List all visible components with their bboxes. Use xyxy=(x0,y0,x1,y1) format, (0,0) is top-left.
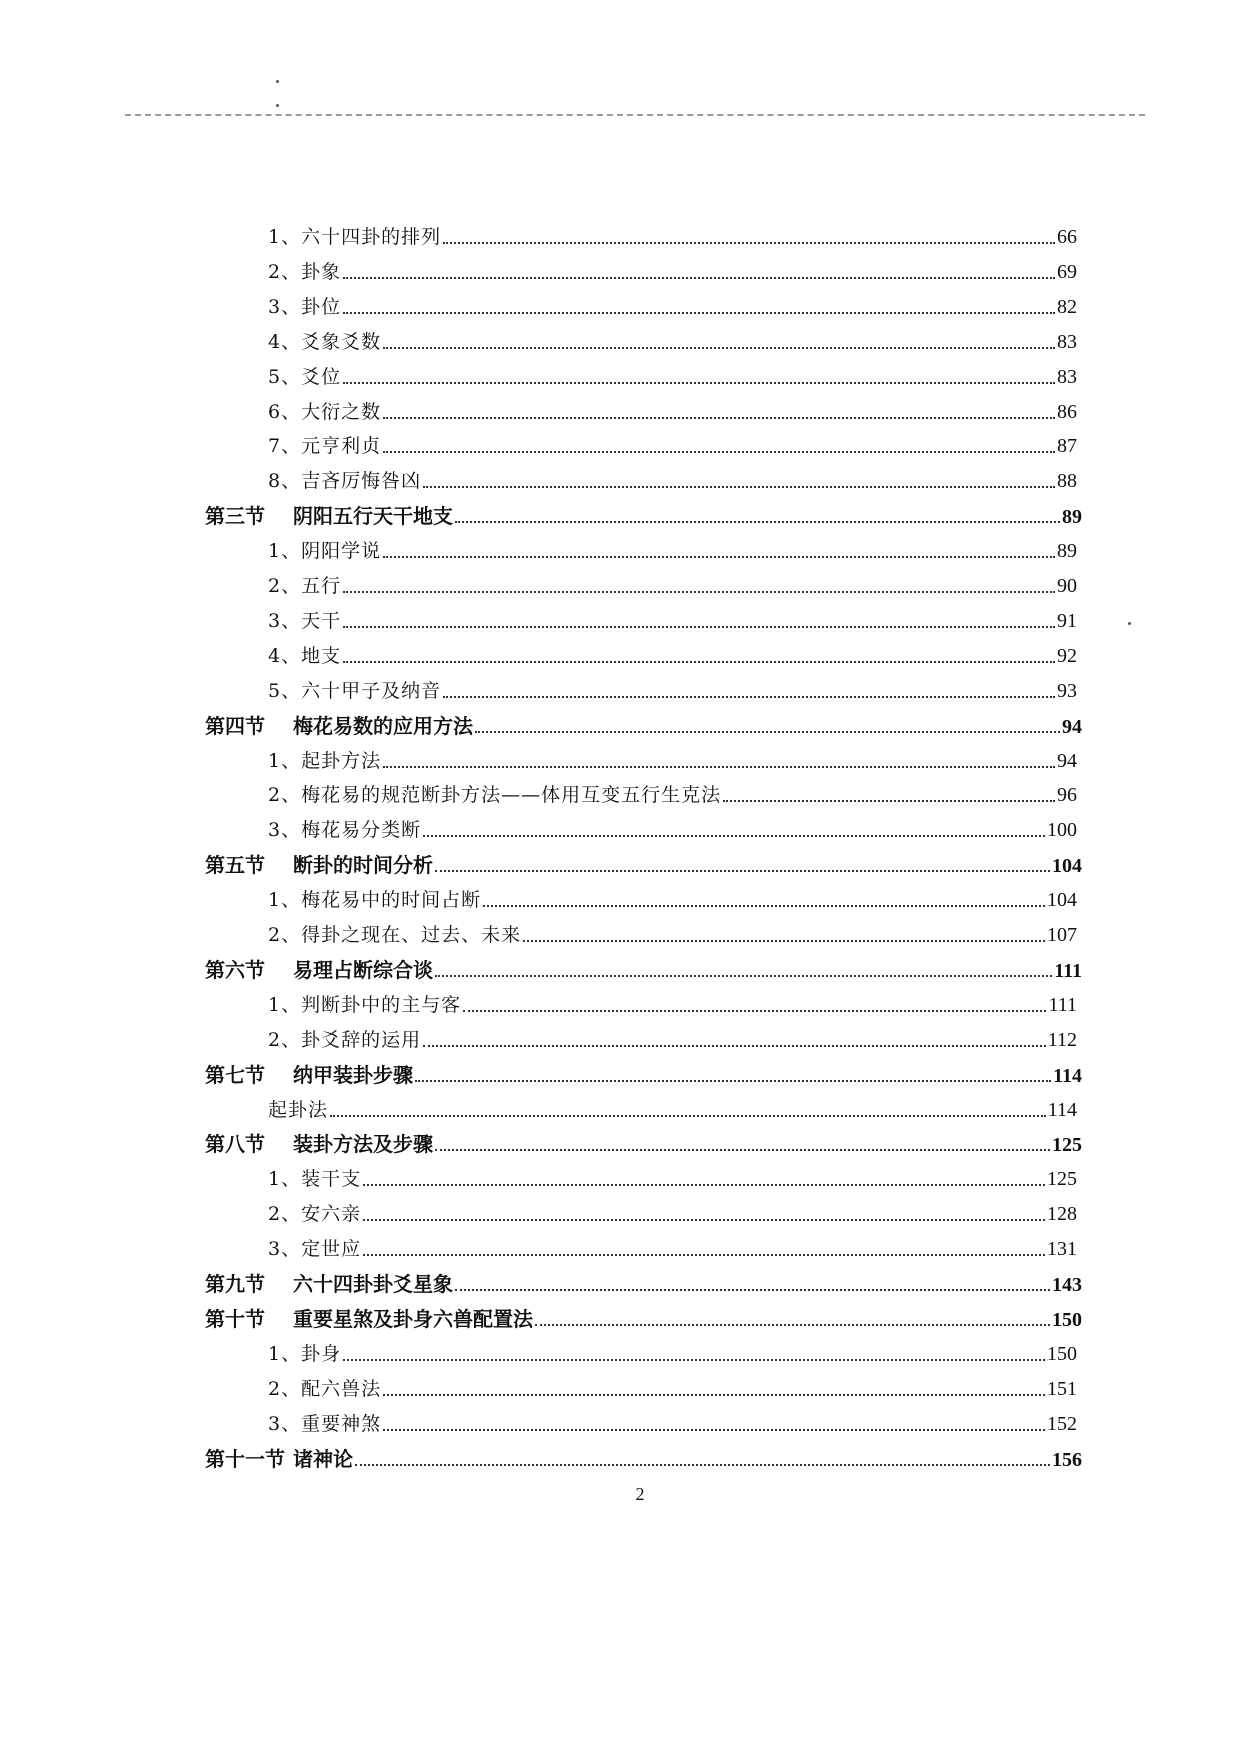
dot-leader xyxy=(383,417,1055,419)
item-label: 2、安六亲 xyxy=(268,1203,362,1226)
item-label: 2、五行 xyxy=(268,575,342,597)
dot-leader xyxy=(435,975,1052,977)
page-ref: 93 xyxy=(1057,679,1077,702)
page-ref: 107 xyxy=(1047,924,1077,946)
page-ref: 100 xyxy=(1047,819,1077,842)
section-number: 第四节 xyxy=(205,713,265,738)
dot-leader xyxy=(343,661,1055,663)
toc-item-row xyxy=(268,1407,1077,1441)
toc-item-row xyxy=(268,674,1077,708)
section-number: 第十节 xyxy=(205,1306,265,1331)
dot-leader xyxy=(455,521,1060,523)
page-ref: 66 xyxy=(1057,226,1077,248)
scan-speck xyxy=(276,80,279,83)
page-ref: 86 xyxy=(1057,400,1077,423)
toc-item-row xyxy=(268,918,1077,952)
item-label: 起卦法 xyxy=(268,1098,329,1121)
toc-item-row xyxy=(268,988,1077,1022)
dot-leader xyxy=(383,556,1055,558)
page-ref: 92 xyxy=(1057,644,1077,667)
item-label: 6、大衍之数 xyxy=(268,400,382,423)
page-ref: 88 xyxy=(1057,470,1077,493)
dot-leader xyxy=(523,940,1045,942)
page-ref: 90 xyxy=(1057,575,1077,597)
item-label: 2、卦象 xyxy=(268,260,342,283)
dot-leader xyxy=(343,312,1055,314)
item-label: 3、重要神煞 xyxy=(268,1412,382,1435)
section-number: 第七节 xyxy=(205,1062,265,1087)
header-rule xyxy=(125,114,1145,116)
scan-speck xyxy=(1128,622,1131,625)
toc-item-row xyxy=(268,1372,1077,1406)
dot-leader xyxy=(383,1429,1045,1431)
toc-section-row xyxy=(205,848,1082,882)
dot-leader xyxy=(383,1394,1045,1396)
page-ref: 131 xyxy=(1047,1238,1077,1261)
toc-section-row xyxy=(205,1442,1082,1476)
page-ref: 87 xyxy=(1057,435,1077,458)
page-ref: 114 xyxy=(1053,1064,1082,1087)
section-number: 第九节 xyxy=(205,1272,265,1296)
toc-section-row xyxy=(205,1127,1082,1161)
dot-leader xyxy=(383,347,1055,349)
page-ref: 152 xyxy=(1047,1412,1077,1435)
item-label: 1、装干支 xyxy=(268,1168,362,1191)
section-title: 装卦方法及步骤 xyxy=(293,1132,433,1157)
toc-item-row xyxy=(268,1197,1077,1231)
item-label: 3、天干 xyxy=(268,609,342,632)
item-label: 1、阴阳学说 xyxy=(268,540,382,563)
dot-leader xyxy=(423,486,1055,488)
toc-item-row xyxy=(268,290,1077,324)
item-label: 3、梅花易分类断 xyxy=(268,819,422,842)
section-title: 重要星煞及卦身六兽配置法 xyxy=(293,1306,533,1331)
item-label: 1、起卦方法 xyxy=(268,749,382,772)
dot-leader xyxy=(455,1289,1050,1291)
page-ref: 114 xyxy=(1047,1098,1077,1121)
section-title: 断卦的时间分析 xyxy=(293,853,433,878)
page-ref: 89 xyxy=(1062,506,1082,529)
page-ref: 104 xyxy=(1047,889,1077,912)
dot-leader xyxy=(423,835,1045,837)
section-number: 第三节 xyxy=(205,504,265,529)
item-label: 4、爻象爻数 xyxy=(268,330,382,353)
section-number: 第五节 xyxy=(205,853,265,878)
toc-item-row xyxy=(268,883,1077,917)
toc-item-row xyxy=(268,325,1077,359)
page-ref: 125 xyxy=(1052,1134,1082,1157)
dot-leader xyxy=(343,591,1055,593)
section-title: 梅花易数的应用方法 xyxy=(293,713,473,738)
page-ref: 125 xyxy=(1047,1168,1077,1191)
item-label: 1、梅花易中的时间占断 xyxy=(268,889,482,912)
page-ref: 83 xyxy=(1057,330,1077,353)
toc-item-row xyxy=(268,534,1077,568)
dot-leader xyxy=(535,1324,1050,1326)
toc-section-row xyxy=(205,709,1082,743)
dot-leader xyxy=(355,1464,1050,1466)
page-ref: 69 xyxy=(1057,260,1077,283)
page-ref: 82 xyxy=(1057,295,1077,318)
section-title: 易理占断综合谈 xyxy=(293,957,433,982)
item-label: 1、卦身 xyxy=(268,1342,342,1365)
item-label: 7、元亨利贞 xyxy=(268,435,382,458)
dot-leader xyxy=(383,451,1055,453)
page-ref: 94 xyxy=(1057,749,1077,772)
toc-item-row xyxy=(268,429,1077,463)
dot-leader xyxy=(723,800,1055,802)
toc-item-row xyxy=(268,395,1077,429)
page-ref: 150 xyxy=(1047,1342,1077,1365)
item-label: 5、六十甲子及纳音 xyxy=(268,679,442,702)
dot-leader xyxy=(330,1115,1046,1117)
dot-leader xyxy=(475,731,1060,733)
item-label: 3、定世应 xyxy=(268,1238,362,1261)
item-label: 5、爻位 xyxy=(268,365,342,388)
page-number: 2 xyxy=(635,1484,645,1504)
section-number: 第十一节 xyxy=(205,1446,285,1471)
dot-leader xyxy=(443,242,1055,244)
dot-leader xyxy=(483,905,1045,907)
dot-leader xyxy=(363,1184,1045,1186)
page-ref: 111 xyxy=(1048,993,1077,1016)
toc-section-row xyxy=(205,953,1082,987)
scan-speck xyxy=(276,104,279,107)
dot-leader xyxy=(415,1080,1051,1082)
page-ref: 112 xyxy=(1047,1028,1077,1051)
section-title: 诸神论 xyxy=(293,1446,353,1471)
dot-leader xyxy=(343,1359,1045,1361)
item-label: 3、卦位 xyxy=(268,295,342,318)
toc-item-row xyxy=(268,1093,1077,1127)
item-label: 1、判断卦中的主与客 xyxy=(268,993,462,1016)
section-title: 纳甲装卦步骤 xyxy=(293,1062,413,1087)
toc-section-row xyxy=(205,1267,1082,1301)
dot-leader xyxy=(435,870,1050,872)
section-number: 第六节 xyxy=(205,957,265,982)
dot-leader xyxy=(463,1010,1046,1012)
dot-leader xyxy=(363,1254,1045,1256)
dot-leader xyxy=(343,382,1055,384)
item-label: 8、吉吝厉悔咎凶 xyxy=(268,470,422,493)
page-ref: 83 xyxy=(1057,365,1077,388)
page-ref: 91 xyxy=(1057,609,1077,632)
toc-item-row xyxy=(268,1232,1077,1266)
toc-item-row xyxy=(268,220,1077,254)
page-ref: 96 xyxy=(1057,784,1077,807)
page-ref: 128 xyxy=(1047,1203,1077,1226)
page-ref: 150 xyxy=(1052,1308,1082,1331)
item-label: 2、得卦之现在、过去、未来 xyxy=(268,924,522,946)
dot-leader xyxy=(343,626,1055,628)
toc-item-row xyxy=(268,360,1077,394)
section-title: 阴阳五行天干地支 xyxy=(293,504,453,529)
dot-leader xyxy=(443,696,1055,698)
toc-item-row xyxy=(268,1023,1077,1057)
page-ref: 104 xyxy=(1052,855,1082,878)
toc-section-row xyxy=(205,1302,1082,1336)
page-ref: 156 xyxy=(1052,1448,1082,1471)
toc-item-row xyxy=(268,569,1077,603)
item-label: 4、地支 xyxy=(268,644,342,667)
page-ref: 89 xyxy=(1057,540,1077,563)
item-label: 2、卦爻辞的运用 xyxy=(268,1028,422,1051)
item-label: 1、六十四卦的排列 xyxy=(268,226,442,248)
dot-leader xyxy=(343,277,1055,279)
page-ref: 151 xyxy=(1047,1377,1077,1400)
page-ref: 111 xyxy=(1054,959,1082,982)
section-number: 第八节 xyxy=(205,1132,265,1157)
dot-leader xyxy=(423,1045,1046,1047)
page-ref: 94 xyxy=(1062,715,1082,738)
item-label: 2、配六兽法 xyxy=(268,1377,382,1400)
dot-leader xyxy=(383,766,1055,768)
item-label: 2、梅花易的规范断卦方法——体用互变五行生克法 xyxy=(268,784,722,807)
toc-section-row xyxy=(205,1058,1082,1092)
toc-section-row xyxy=(205,499,1082,533)
toc-item-row xyxy=(268,813,1077,847)
toc-item-row xyxy=(268,639,1077,673)
section-title: 六十四卦卦爻星象 xyxy=(293,1272,453,1296)
page-ref: 143 xyxy=(1052,1274,1082,1296)
toc-item-row xyxy=(268,604,1077,638)
toc-item-row xyxy=(268,464,1077,498)
toc-item-row xyxy=(268,778,1077,812)
toc-item-row xyxy=(268,255,1077,289)
toc-item-row xyxy=(268,744,1077,778)
toc-item-row xyxy=(268,1337,1077,1371)
toc-item-row xyxy=(268,1162,1077,1196)
dot-leader xyxy=(435,1149,1050,1151)
dot-leader xyxy=(363,1219,1045,1221)
